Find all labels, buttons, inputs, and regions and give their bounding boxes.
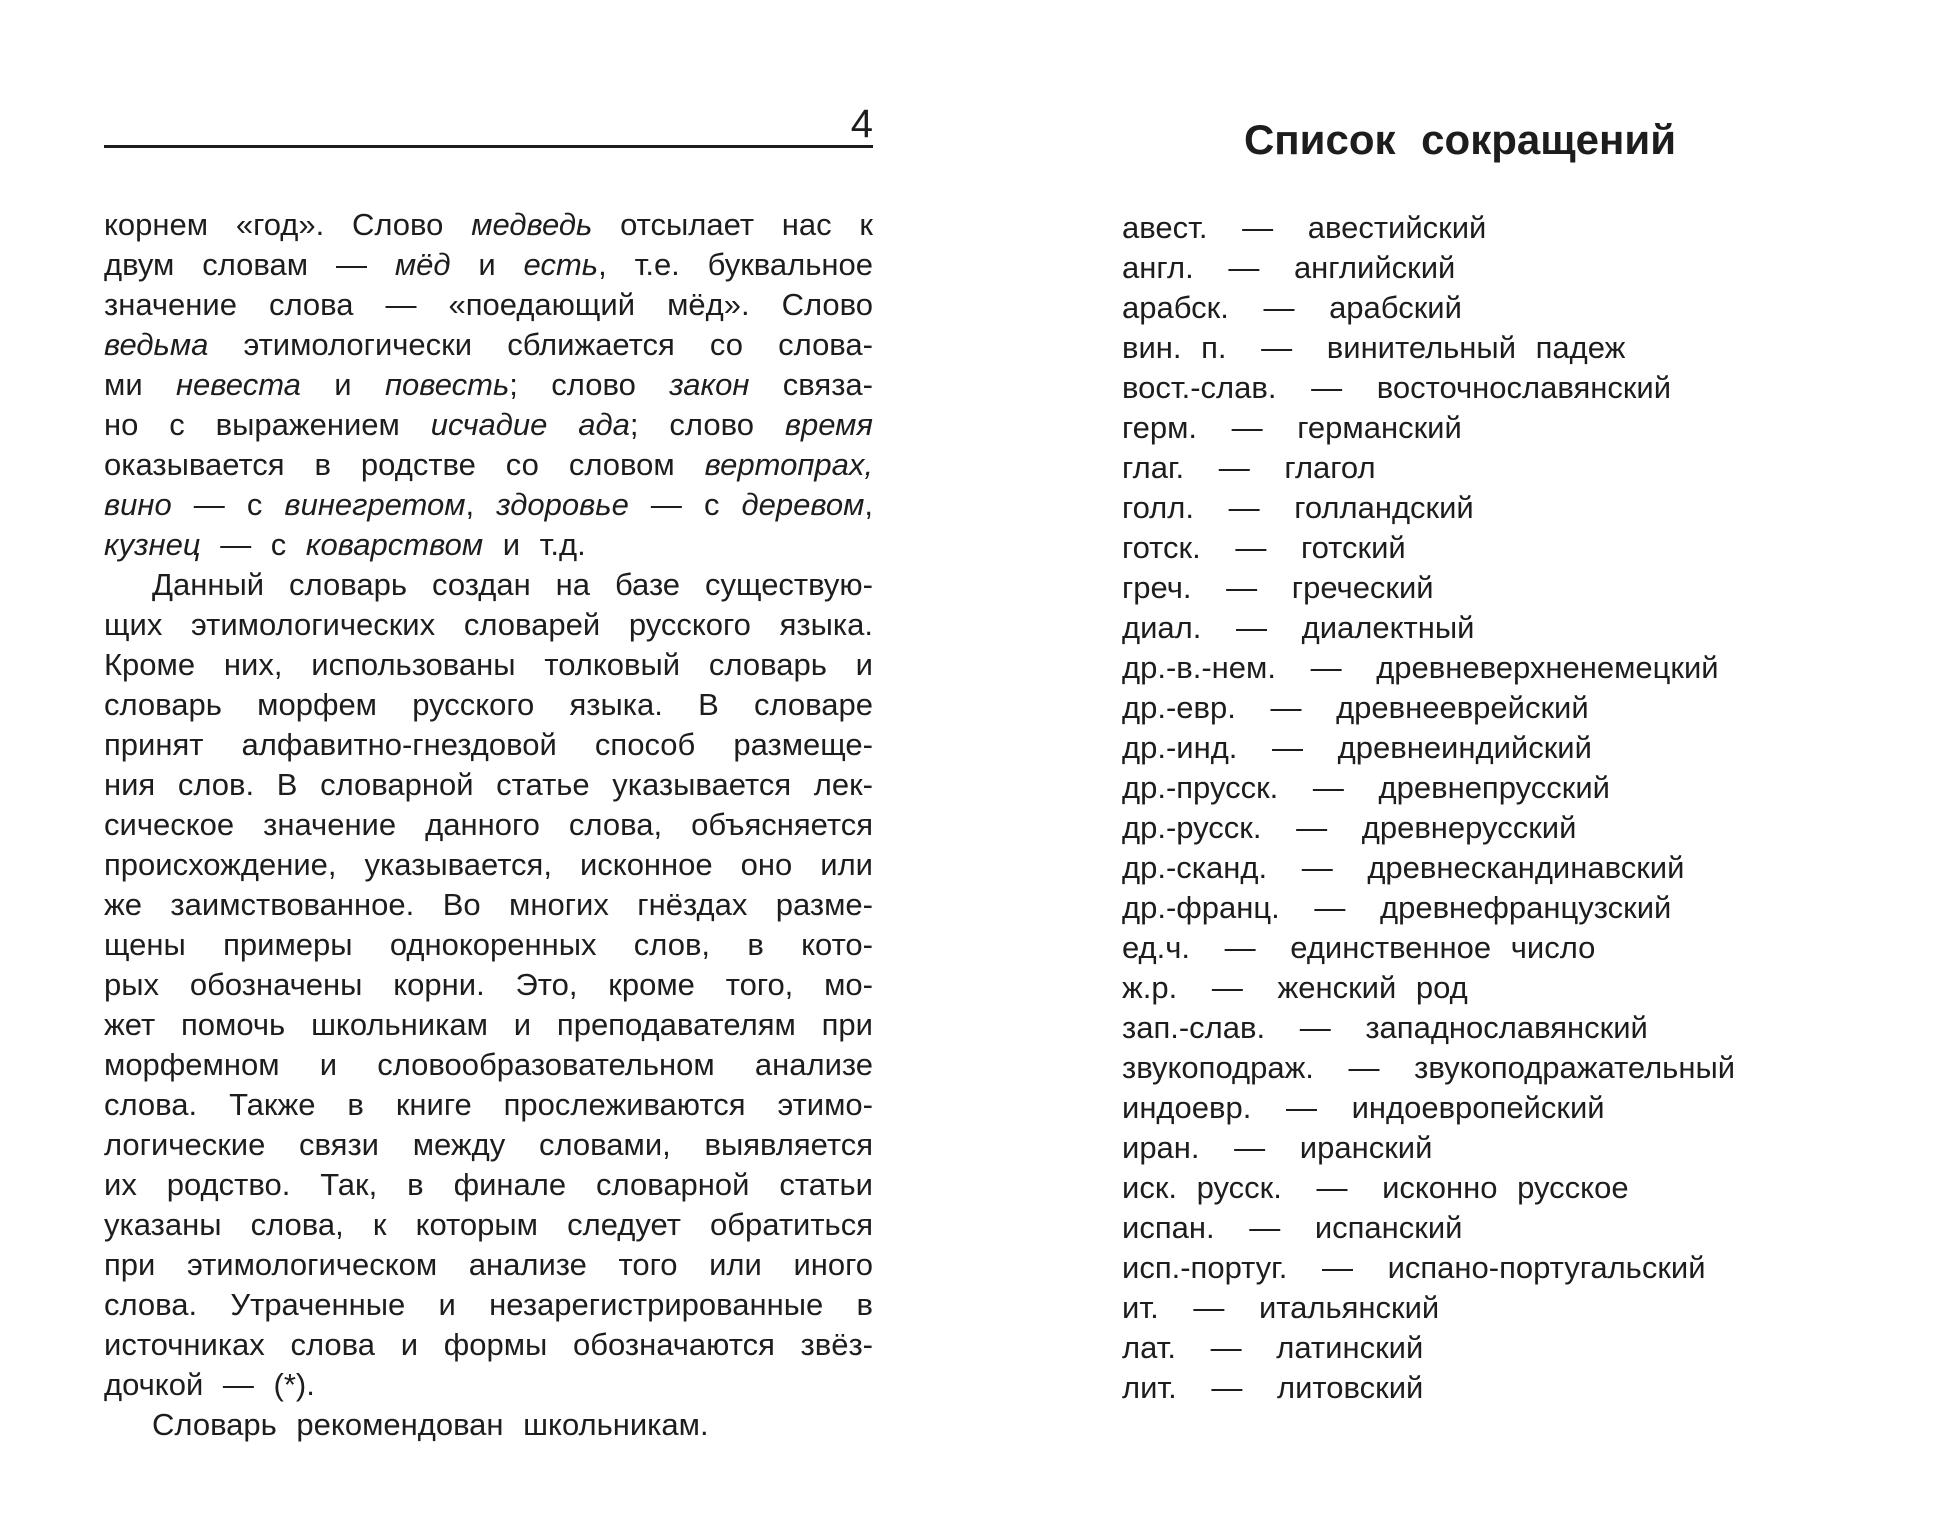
text-line bbox=[104, 1045, 873, 1085]
abbreviation-full: диалектный bbox=[1301, 610, 1475, 645]
text-line bbox=[104, 605, 873, 645]
dash-separator: — bbox=[1296, 810, 1328, 845]
dash-separator: — bbox=[1316, 1170, 1348, 1205]
abbreviation-item bbox=[1122, 328, 1798, 368]
text-line bbox=[104, 1325, 873, 1365]
abbreviation-item bbox=[1122, 928, 1798, 968]
text-run: Данный словарь создан на базе существую- bbox=[152, 567, 873, 602]
text-run: их родство. Так, в финале словарной статьи bbox=[104, 1167, 873, 1202]
abbreviation-short: арабск. bbox=[1122, 290, 1229, 325]
text-run: Словарь рекомендован школьникам. bbox=[152, 1407, 709, 1442]
abbreviation-short: др.-сканд. bbox=[1122, 850, 1268, 885]
abbreviation-item bbox=[1122, 768, 1798, 808]
text-run: сическое значение данного слова, объясняется bbox=[104, 807, 873, 842]
dash-separator: — bbox=[1231, 410, 1263, 445]
page-number: 4 bbox=[850, 102, 873, 146]
abbreviation-short: вин. п. bbox=[1122, 330, 1227, 365]
abbreviation-item bbox=[1122, 1128, 1798, 1168]
abbreviation-item bbox=[1122, 648, 1798, 688]
text-line bbox=[104, 965, 873, 1005]
dash-separator: — bbox=[1234, 1130, 1266, 1165]
dash-separator: — bbox=[1312, 770, 1344, 805]
text-run: оказывается в родстве со словом bbox=[104, 447, 705, 482]
italic-run: коварством bbox=[305, 527, 484, 562]
abbreviation-full: исконно русское bbox=[1382, 1170, 1629, 1205]
abbreviation-short: др.-в.-нем. bbox=[1122, 650, 1276, 685]
abbreviation-full: германский bbox=[1297, 410, 1462, 445]
abbreviation-short: индоевр. bbox=[1122, 1090, 1252, 1125]
italic-run: повесть bbox=[384, 367, 510, 402]
dash-separator: — bbox=[1226, 570, 1258, 605]
italic-run: закон bbox=[669, 367, 750, 402]
text-run: ния слов. В словарной статье указывается лек- bbox=[104, 767, 873, 802]
abbreviation-item bbox=[1122, 608, 1798, 648]
abbreviation-short: ж.р. bbox=[1122, 970, 1178, 1005]
text-run: ; слово bbox=[509, 367, 670, 402]
text-line bbox=[104, 1285, 873, 1325]
abbreviation-short: голл. bbox=[1122, 490, 1194, 525]
text-run: ми bbox=[104, 367, 176, 402]
abbreviation-full: индоевропейский bbox=[1351, 1090, 1605, 1125]
dash-separator: — bbox=[1211, 970, 1243, 1005]
italic-run: деревом bbox=[741, 487, 865, 522]
abbreviation-full: литовский bbox=[1277, 1370, 1424, 1405]
text-line bbox=[104, 1005, 873, 1045]
text-line bbox=[104, 1245, 873, 1285]
text-line bbox=[104, 725, 873, 765]
body-text bbox=[104, 205, 873, 1445]
abbreviation-item bbox=[1122, 1368, 1798, 1408]
abbreviation-item bbox=[1122, 408, 1798, 448]
abbreviation-short: исп.-португ. bbox=[1122, 1250, 1288, 1285]
text-run: дочкой — (*). bbox=[104, 1367, 315, 1402]
italic-run: здоровье bbox=[496, 487, 629, 522]
abbreviations-title: Список сокращений bbox=[1243, 116, 1677, 163]
text-run: , т.е. буквальное bbox=[598, 247, 873, 282]
text-line bbox=[104, 445, 873, 485]
text-line bbox=[104, 765, 873, 805]
dash-separator: — bbox=[1235, 530, 1267, 565]
dash-separator: — bbox=[1249, 1210, 1281, 1245]
abbreviation-full: греческий bbox=[1291, 570, 1434, 605]
text-run: но с выражением bbox=[104, 407, 431, 442]
text-line bbox=[104, 485, 873, 525]
abbreviation-full: древнеиндийский bbox=[1337, 730, 1592, 765]
abbreviation-full: древнепрусский bbox=[1378, 770, 1610, 805]
text-run: отсылает нас к bbox=[592, 207, 873, 242]
dash-separator: — bbox=[1211, 1370, 1243, 1405]
abbreviation-item bbox=[1122, 248, 1798, 288]
abbreviation-full: восточнославянский bbox=[1376, 370, 1672, 405]
dash-separator: — bbox=[1285, 1090, 1317, 1125]
text-run: слова. Утраченные и незарегистрированные в bbox=[104, 1287, 873, 1322]
dash-separator: — bbox=[1193, 1290, 1225, 1325]
text-run: значение слова — «поедающий мёд». Слово bbox=[104, 287, 873, 322]
abbreviation-item bbox=[1122, 448, 1798, 488]
abbreviation-short: др.-русск. bbox=[1122, 810, 1262, 845]
abbreviation-item bbox=[1122, 888, 1798, 928]
text-run: щены примеры однокоренных слов, в кото- bbox=[104, 927, 873, 962]
italic-run: мёд bbox=[394, 247, 451, 282]
abbreviation-short: др.-франц. bbox=[1122, 890, 1280, 925]
text-line bbox=[104, 365, 873, 405]
abbreviation-full: древнефранцузский bbox=[1380, 890, 1672, 925]
abbreviation-full: арабский bbox=[1329, 290, 1462, 325]
text-line bbox=[104, 205, 873, 245]
italic-run: кузнец bbox=[104, 527, 201, 562]
text-line bbox=[104, 1205, 873, 1245]
abbreviation-short: готск. bbox=[1122, 530, 1201, 565]
text-line bbox=[104, 285, 873, 325]
text-line bbox=[104, 925, 873, 965]
text-run: и bbox=[300, 367, 385, 402]
abbreviation-item bbox=[1122, 1168, 1798, 1208]
abbreviations-list bbox=[1122, 208, 1798, 1408]
italic-run: время bbox=[784, 407, 873, 442]
dash-separator: — bbox=[1311, 370, 1343, 405]
text-run: указаны слова, к которым следует обратиться bbox=[104, 1207, 873, 1242]
abbreviation-full: звукоподражательный bbox=[1414, 1050, 1736, 1085]
dash-separator: — bbox=[1272, 730, 1304, 765]
dash-separator: — bbox=[1270, 690, 1302, 725]
text-run: происхождение, указывается, исконное оно или bbox=[104, 847, 873, 882]
abbreviation-item bbox=[1122, 848, 1798, 888]
abbreviation-short: герм. bbox=[1122, 410, 1198, 445]
text-run: связа- bbox=[749, 367, 873, 402]
dash-separator: — bbox=[1299, 1010, 1331, 1045]
text-run: этимологически сближается со слова- bbox=[208, 327, 873, 362]
italic-run: вертопрах, bbox=[704, 447, 873, 482]
text-line bbox=[104, 1365, 873, 1405]
italic-run: невеста bbox=[176, 367, 301, 402]
text-run: логические связи между словами, выявляется bbox=[104, 1127, 873, 1162]
text-line bbox=[104, 325, 873, 365]
text-line bbox=[104, 1405, 873, 1445]
abbreviation-item bbox=[1122, 288, 1798, 328]
abbreviation-short: греч. bbox=[1122, 570, 1192, 605]
abbreviation-item bbox=[1122, 1288, 1798, 1328]
abbreviation-full: испанский bbox=[1314, 1210, 1463, 1245]
abbreviation-full: западнославянский bbox=[1365, 1010, 1648, 1045]
abbreviation-short: диал. bbox=[1122, 610, 1202, 645]
dash-separator: — bbox=[1348, 1050, 1380, 1085]
text-run: — с bbox=[171, 487, 285, 522]
text-run: , bbox=[465, 487, 497, 522]
text-run: и bbox=[450, 247, 524, 282]
text-run: корнем «год». Слово bbox=[104, 207, 472, 242]
italic-run: есть bbox=[523, 247, 599, 282]
abbreviation-item bbox=[1122, 368, 1798, 408]
text-line bbox=[104, 405, 873, 445]
text-run: Кроме них, использованы толковый словарь и bbox=[104, 647, 873, 682]
page-header bbox=[104, 0, 873, 148]
text-run: — с bbox=[628, 487, 742, 522]
abbreviation-short: иск. русск. bbox=[1122, 1170, 1282, 1205]
text-line bbox=[104, 845, 873, 885]
italic-run: ведьма bbox=[104, 327, 209, 362]
abbreviation-item bbox=[1122, 968, 1798, 1008]
text-run: источниках слова и формы обозначаются звёз- bbox=[104, 1327, 873, 1362]
text-line bbox=[104, 1165, 873, 1205]
dash-separator: — bbox=[1228, 250, 1260, 285]
abbreviation-item bbox=[1122, 1328, 1798, 1368]
abbreviation-full: женский род bbox=[1277, 970, 1468, 1005]
text-run: ; слово bbox=[629, 407, 785, 442]
dash-separator: — bbox=[1314, 890, 1346, 925]
abbreviation-item bbox=[1122, 1048, 1798, 1088]
dash-separator: — bbox=[1224, 930, 1256, 965]
abbreviation-item bbox=[1122, 688, 1798, 728]
text-line bbox=[104, 245, 873, 285]
abbreviation-full: древнескандинавский bbox=[1367, 850, 1685, 885]
abbreviation-short: др.-прусск. bbox=[1122, 770, 1279, 805]
abbreviation-short: вост.-слав. bbox=[1122, 370, 1277, 405]
abbreviation-item bbox=[1122, 568, 1798, 608]
text-run: морфемном и словообразовательном анализе bbox=[104, 1047, 873, 1082]
dash-separator: — bbox=[1321, 1250, 1353, 1285]
abbreviation-item bbox=[1122, 528, 1798, 568]
abbreviation-full: древневерхненемецкий bbox=[1376, 650, 1719, 685]
text-run: при этимологическом анализе того или иного bbox=[104, 1247, 873, 1282]
dash-separator: — bbox=[1235, 610, 1267, 645]
text-run: рых обозначены корни. Это, кроме того, мо- bbox=[104, 967, 873, 1002]
abbreviation-item bbox=[1122, 1208, 1798, 1248]
text-line bbox=[104, 645, 873, 685]
abbreviation-full: испано-португальский bbox=[1387, 1250, 1706, 1285]
abbreviation-short: др.-инд. bbox=[1122, 730, 1238, 765]
dash-separator: — bbox=[1210, 1330, 1242, 1365]
abbreviation-item bbox=[1122, 1008, 1798, 1048]
abbreviation-short: др.-евр. bbox=[1122, 690, 1236, 725]
abbreviation-item bbox=[1122, 1248, 1798, 1288]
abbreviation-full: единственное число bbox=[1290, 930, 1596, 965]
text-run: же заимствованное. Во многих гнёздах разме- bbox=[104, 887, 873, 922]
abbreviation-item bbox=[1122, 808, 1798, 848]
text-line bbox=[104, 1125, 873, 1165]
dash-separator: — bbox=[1261, 330, 1293, 365]
abbreviation-full: голландский bbox=[1294, 490, 1474, 525]
abbreviation-short: ит. bbox=[1122, 1290, 1159, 1325]
abbreviation-full: готский bbox=[1300, 530, 1406, 565]
dash-separator: — bbox=[1218, 450, 1250, 485]
abbreviation-short: авест. bbox=[1122, 210, 1208, 245]
abbreviation-item bbox=[1122, 488, 1798, 528]
text-run: двум словам — bbox=[104, 247, 395, 282]
italic-run: медведь bbox=[471, 207, 593, 242]
abbreviation-short: лат. bbox=[1122, 1330, 1177, 1365]
text-run: — с bbox=[200, 527, 306, 562]
text-run: принят алфавитно-гнездовой способ размеще- bbox=[104, 727, 873, 762]
abbreviation-short: глаг. bbox=[1122, 450, 1185, 485]
abbreviation-full: английский bbox=[1293, 250, 1456, 285]
text-run: слова. Также в книге прослеживаются этимо- bbox=[104, 1087, 873, 1122]
text-run: и т.д. bbox=[483, 527, 586, 562]
abbreviation-short: испан. bbox=[1122, 1210, 1215, 1245]
abbreviation-full: винительный падеж bbox=[1326, 330, 1626, 365]
right-page bbox=[973, 0, 1946, 1520]
dash-separator: — bbox=[1263, 290, 1295, 325]
text-run: жет помочь школьникам и преподавателям при bbox=[104, 1007, 873, 1042]
dash-separator: — bbox=[1310, 650, 1342, 685]
abbreviation-short: ед.ч. bbox=[1122, 930, 1191, 965]
text-run: словарь морфем русского языка. В словаре bbox=[104, 687, 873, 722]
abbreviation-short: звукоподраж. bbox=[1122, 1050, 1314, 1085]
abbreviation-full: древнееврейский bbox=[1336, 690, 1589, 725]
text-line bbox=[104, 805, 873, 845]
italic-run: исчадие ада bbox=[430, 407, 630, 442]
abbreviation-short: зап.-слав. bbox=[1122, 1010, 1266, 1045]
abbreviation-full: авестийский bbox=[1307, 210, 1487, 245]
abbreviation-item bbox=[1122, 728, 1798, 768]
text-run: , bbox=[864, 487, 873, 522]
abbreviation-full: древнерусский bbox=[1361, 810, 1577, 845]
abbreviation-full: глагол bbox=[1284, 450, 1376, 485]
text-line bbox=[104, 685, 873, 725]
abbreviation-full: латинский bbox=[1276, 1330, 1424, 1365]
abbreviation-short: иран. bbox=[1122, 1130, 1200, 1165]
abbreviation-full: итальянский bbox=[1258, 1290, 1440, 1325]
italic-run: вино bbox=[104, 487, 172, 522]
italic-run: винегретом bbox=[284, 487, 466, 522]
text-line bbox=[104, 525, 873, 565]
dash-separator: — bbox=[1242, 210, 1274, 245]
text-line bbox=[104, 885, 873, 925]
abbreviation-short: англ. bbox=[1122, 250, 1194, 285]
text-line bbox=[104, 565, 873, 605]
dash-separator: — bbox=[1228, 490, 1260, 525]
dash-separator: — bbox=[1301, 850, 1333, 885]
abbreviation-full: иранский bbox=[1299, 1130, 1433, 1165]
abbreviation-item bbox=[1122, 1088, 1798, 1128]
text-run: щих этимологических словарей русского языка. bbox=[104, 607, 873, 642]
text-line bbox=[104, 1085, 873, 1125]
abbreviation-short: лит. bbox=[1122, 1370, 1177, 1405]
abbreviation-item bbox=[1122, 208, 1798, 248]
